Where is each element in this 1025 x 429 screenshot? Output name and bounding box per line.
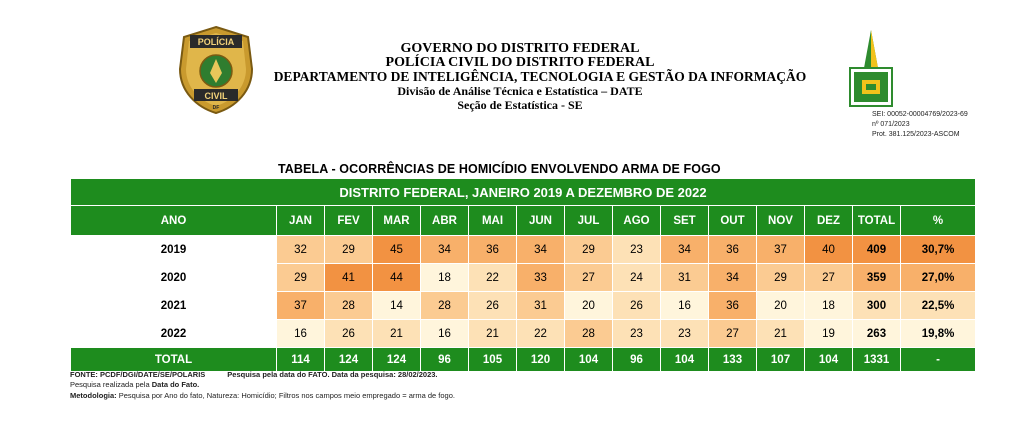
- total-month-cell: 124: [373, 348, 421, 372]
- month-cell: 36: [709, 292, 757, 320]
- month-cell: 31: [661, 264, 709, 292]
- document-number: nº 071/2023: [872, 121, 910, 128]
- badge-sub-text: DF: [212, 105, 220, 111]
- month-cell: 26: [469, 292, 517, 320]
- month-cell: 28: [565, 320, 613, 348]
- footer-pesquisa: [70, 380, 199, 389]
- month-cell: 29: [565, 236, 613, 264]
- col-header: OUT: [709, 206, 757, 236]
- col-header: DEZ: [805, 206, 853, 236]
- month-cell: 23: [613, 320, 661, 348]
- badge-bottom-text: CIVIL: [204, 91, 228, 101]
- month-cell: 16: [421, 320, 469, 348]
- total-month-cell: 124: [325, 348, 373, 372]
- footer-pesquisa-bold: Data do Fato.: [151, 380, 200, 389]
- month-cell: 28: [325, 292, 373, 320]
- protocol-number: Prot. 381.125/2023-ASCOM: [872, 131, 960, 138]
- row-total: 300: [853, 292, 901, 320]
- sei-process-number: SEI: 00052-00004769/2023-69: [872, 111, 968, 118]
- month-cell: 18: [421, 264, 469, 292]
- row-percent: 27,0%: [901, 264, 976, 292]
- month-cell: 21: [757, 320, 805, 348]
- homicide-table: [70, 178, 976, 372]
- footer-source-note: Pesquisa pela data do FATO. Data da pesquisa: 28/02/2023.: [227, 370, 438, 379]
- table-row: [71, 236, 976, 264]
- month-cell: 23: [661, 320, 709, 348]
- month-cell: 29: [325, 236, 373, 264]
- month-cell: 41: [325, 264, 373, 292]
- grand-total: 1331: [853, 348, 901, 372]
- month-cell: 21: [373, 320, 421, 348]
- row-percent: 30,7%: [901, 236, 976, 264]
- row-year: 2019: [71, 236, 277, 264]
- month-cell: 32: [277, 236, 325, 264]
- month-cell: 20: [565, 292, 613, 320]
- month-cell: 14: [373, 292, 421, 320]
- table-row: [71, 292, 976, 320]
- row-year: 2020: [71, 264, 277, 292]
- total-month-cell: 104: [805, 348, 853, 372]
- month-cell: 23: [613, 236, 661, 264]
- grand-total-percent: -: [901, 348, 976, 372]
- table-title: TABELA - OCORRÊNCIAS DE HOMICÍDIO ENVOLVENDO ARMA DE FOGO: [278, 162, 721, 176]
- total-month-cell: 96: [613, 348, 661, 372]
- column-header-row: [71, 206, 976, 236]
- col-header: MAI: [469, 206, 517, 236]
- month-cell: 27: [709, 320, 757, 348]
- badge-top-text: POLÍCIA: [197, 37, 235, 47]
- row-total: 263: [853, 320, 901, 348]
- gdf-flag-emblem: [848, 28, 894, 112]
- col-header: FEV: [325, 206, 373, 236]
- month-cell: 24: [613, 264, 661, 292]
- month-cell: 29: [757, 264, 805, 292]
- col-header: JUL: [565, 206, 613, 236]
- total-month-cell: 133: [709, 348, 757, 372]
- month-cell: 20: [757, 292, 805, 320]
- footer-source: [70, 370, 438, 379]
- total-row: [71, 348, 976, 372]
- total-month-cell: 120: [517, 348, 565, 372]
- col-header: SET: [661, 206, 709, 236]
- total-month-cell: 107: [757, 348, 805, 372]
- month-cell: 36: [709, 236, 757, 264]
- header-line-policia-civil: POLÍCIA CIVIL DO DISTRITO FEDERAL: [385, 55, 655, 70]
- row-year: 2022: [71, 320, 277, 348]
- header-line-governo: GOVERNO DO DISTRITO FEDERAL: [400, 41, 640, 56]
- month-cell: 37: [277, 292, 325, 320]
- month-cell: 31: [517, 292, 565, 320]
- table-row: [71, 264, 976, 292]
- month-cell: 34: [709, 264, 757, 292]
- month-cell: 22: [469, 264, 517, 292]
- total-month-cell: 104: [661, 348, 709, 372]
- month-cell: 19: [805, 320, 853, 348]
- month-cell: 21: [469, 320, 517, 348]
- month-cell: 26: [325, 320, 373, 348]
- month-cell: 33: [517, 264, 565, 292]
- month-cell: 27: [565, 264, 613, 292]
- footer-metodologia-text: Pesquisa por Ano do fato, Natureza: Homicídio; Filtros nos campos meio empregado = arma de fogo.: [116, 391, 455, 400]
- header-line-secao: Seção de Estatística - SE: [457, 98, 583, 112]
- month-cell: 16: [661, 292, 709, 320]
- month-cell: 22: [517, 320, 565, 348]
- total-month-cell: 114: [277, 348, 325, 372]
- col-header: JAN: [277, 206, 325, 236]
- row-percent: 22,5%: [901, 292, 976, 320]
- total-label: TOTAL: [71, 348, 277, 372]
- row-percent: 19,8%: [901, 320, 976, 348]
- month-cell: 37: [757, 236, 805, 264]
- footer-pesquisa-prefix: Pesquisa realizada pela: [70, 380, 152, 389]
- month-cell: 29: [277, 264, 325, 292]
- header-line-departamento: DEPARTAMENTO DE INTELIGÊNCIA, TECNOLOGIA E GESTÃO DA INFORMAÇÃO: [273, 69, 807, 84]
- footer-metodologia-label: Metodologia:: [70, 391, 117, 400]
- month-cell: 34: [517, 236, 565, 264]
- col-header: JUN: [517, 206, 565, 236]
- month-cell: 26: [613, 292, 661, 320]
- month-cell: 40: [805, 236, 853, 264]
- col-header: NOV: [757, 206, 805, 236]
- row-total: 359: [853, 264, 901, 292]
- footer-metodologia: [70, 391, 455, 400]
- month-cell: 45: [373, 236, 421, 264]
- month-cell: 44: [373, 264, 421, 292]
- table-band-title: DISTRITO FEDERAL, JANEIRO 2019 A DEZEMBRO DE 2022: [71, 179, 976, 206]
- month-cell: 34: [661, 236, 709, 264]
- col-header: AGO: [613, 206, 661, 236]
- month-cell: 36: [469, 236, 517, 264]
- month-cell: 34: [421, 236, 469, 264]
- month-cell: 16: [277, 320, 325, 348]
- header-line-divisao: Divisão de Análise Técnica e Estatística – DATE: [397, 84, 643, 98]
- col-header: TOTAL: [853, 206, 901, 236]
- total-month-cell: 104: [565, 348, 613, 372]
- row-total: 409: [853, 236, 901, 264]
- col-header: %: [901, 206, 976, 236]
- month-cell: 27: [805, 264, 853, 292]
- col-header: MAR: [373, 206, 421, 236]
- month-cell: 18: [805, 292, 853, 320]
- month-cell: 28: [421, 292, 469, 320]
- col-header: ANO: [71, 206, 277, 236]
- footer-source-label: FONTE: PCDF/DGI/DATE/SE/POLARIS: [70, 370, 206, 379]
- col-header: ABR: [421, 206, 469, 236]
- total-month-cell: 105: [469, 348, 517, 372]
- table-row: [71, 320, 976, 348]
- row-year: 2021: [71, 292, 277, 320]
- total-month-cell: 96: [421, 348, 469, 372]
